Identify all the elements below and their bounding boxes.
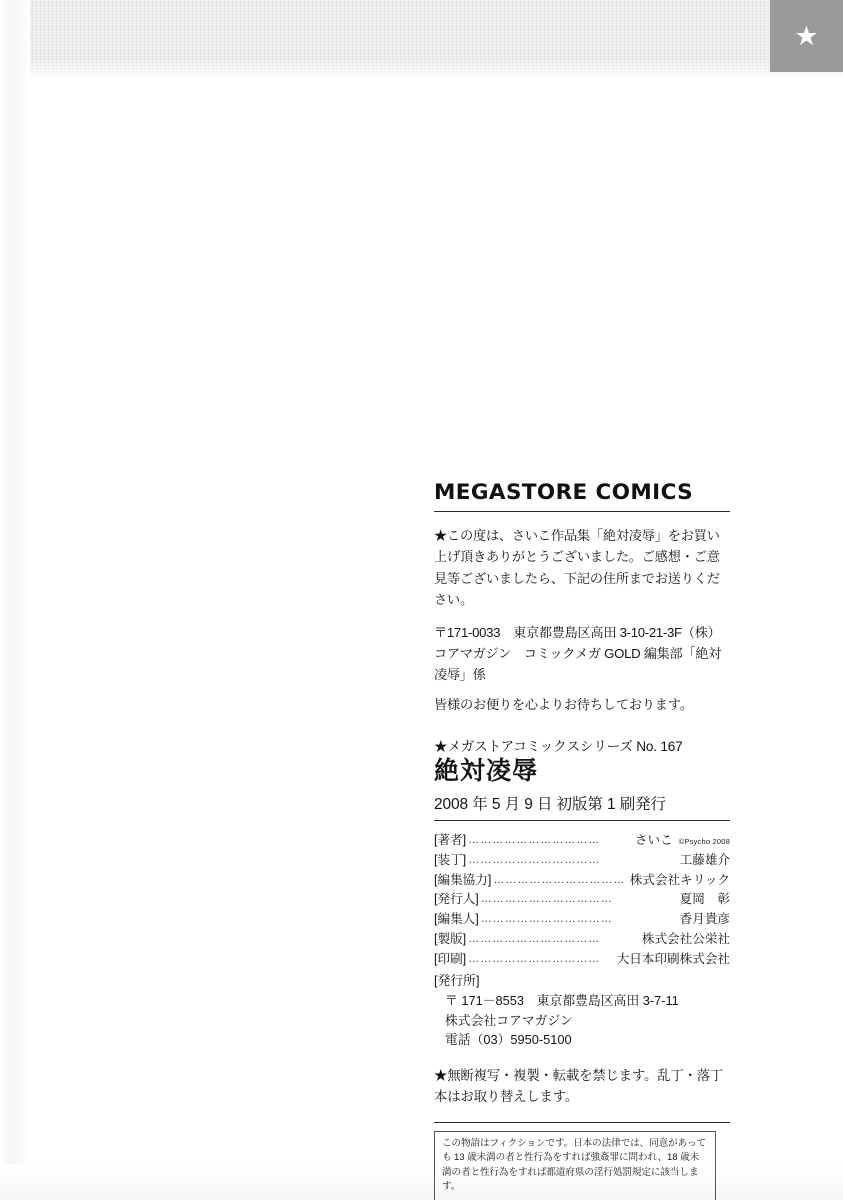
book-title: 絶対凌辱 [434, 757, 539, 785]
credit-dots: …………………………… [468, 853, 601, 866]
credit-row [434, 831, 730, 851]
reader-mail-address: 〒171-0033 東京都豊島区高田 3-10-21-3F（株）コアマガジン コミックメガ GOLD 編集部「絶対凌辱」係 [434, 624, 722, 683]
left-edge-shadow [0, 0, 30, 1200]
series-number: ★メガストアコミックスシリーズ No. 167 [434, 739, 683, 754]
credit-row [434, 851, 730, 871]
credit-label: [製版] [434, 932, 467, 947]
credit-row [434, 890, 730, 910]
credit-row [434, 950, 730, 970]
credit-value: 夏岡 彰 [679, 892, 730, 907]
credit-label: [印刷] [434, 952, 467, 967]
credit-dots: …………………………… [480, 893, 613, 906]
thanks-paragraph: ★この度は、さいこ作品集「絶対凌辱」をお買い上げ頂きありがとうございました。ご感想・ご意見等ございましたら、下記の住所までお送りください。 [434, 528, 720, 608]
brand-title: MEGASTORE COMICS [434, 480, 694, 505]
credit-row [434, 871, 730, 891]
publisher-block [434, 971, 730, 1050]
pubdate-divider [434, 820, 730, 821]
credit-dots: …………………………… [493, 873, 626, 886]
credit-copyright: ©Psycho 2008 [678, 836, 730, 846]
credit-row [434, 910, 730, 930]
credit-row [434, 930, 730, 950]
brand-divider [434, 511, 730, 512]
credit-value: 工藤雄介 [679, 852, 730, 867]
credit-value: 香月貴彦 [679, 912, 730, 927]
credit-label: [編集協力] [434, 872, 492, 887]
publisher-name: 株式会社コアマガジン [445, 1012, 573, 1028]
star-glyph: ★ [794, 20, 819, 51]
top-band-fade [0, 60, 843, 86]
credit-label: [装丁] [434, 852, 467, 867]
colophon-block [434, 480, 730, 1200]
publication-date: 2008 年 5 月 9 日 初版第 1 刷発行 [434, 795, 666, 813]
star-icon [770, 0, 843, 72]
credit-value: 大日本印刷株式会社 [616, 952, 730, 967]
credit-dots: …………………………… [468, 953, 601, 966]
publisher-phone: 電話（03）5950-5100 [445, 1032, 572, 1048]
closing-paragraph: 皆様のお便りを心よりお待ちしております。 [434, 696, 693, 712]
copyright-notice: ★無断複写・複製・転載を禁じます。乱丁・落丁本はお取り替えします。 [434, 1068, 724, 1105]
credit-label: [編集人] [434, 912, 479, 927]
credit-value: 株式会社公栄社 [641, 932, 730, 947]
disclaimer-box [434, 1131, 716, 1200]
disclaimer-text: この物語はフィクションです。日本の法律では、同意があっても 13 歳未満の者と性行為をすれば強姦罪に問われ、18 歳未満の者と性行為をすれば都道府県の淫行処罰規定に該当します。 [442, 1137, 707, 1193]
credit-dots: …………………………… [468, 933, 601, 946]
credit-value: 株式会社キリック [629, 872, 730, 887]
credit-label: [発行人] [434, 892, 479, 907]
publisher-address-line1: 〒 171－8553 東京都豊島区高田 3-7-11 [445, 992, 679, 1008]
publisher-heading: [発行所] [434, 972, 480, 988]
credit-dots: …………………………… [480, 913, 613, 926]
credit-label: [著者] [434, 832, 467, 847]
credit-dots: …………………………… [468, 833, 601, 846]
credits-list [434, 831, 730, 1051]
bottom-divider [434, 1122, 730, 1123]
credit-value: さいこ [634, 832, 673, 847]
